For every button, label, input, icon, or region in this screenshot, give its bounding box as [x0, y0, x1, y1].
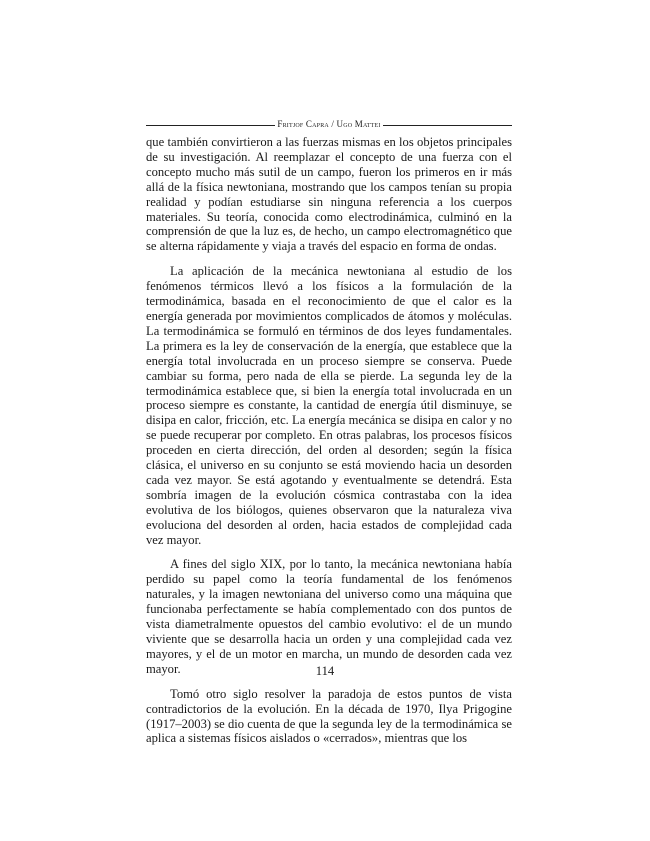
header-rule-right: [383, 125, 512, 126]
paragraph-4: Tomó otro siglo resolver la paradoja de estos puntos de vista contradictorios de la evolución. En la década de 1970, Ilya Prigogine (1917–2003) se dio cuenta de que la segunda ley de la termodinámica se aplica a sistemas físicos aislados o «cerrados», mientras que los: [146, 686, 512, 746]
body-text: [146, 135, 512, 746]
header-rule-left: [146, 125, 275, 126]
paragraph-3: A fines del siglo XIX, por lo tanto, la mecánica newtoniana había perdido su papel como la teoría fundamental de los fenómenos naturales, y la imagen newtoniana del universo como una máquina que funcionaba perfectamente se había complementado con dos puntos de vista diametralmente opuestos del cambio evolutivo: el de un mundo viviente que se desarrolla hacia un orden y una complejidad cada vez mayores, y el de un motor en marcha, un mundo de desorden cada vez mayor.: [146, 557, 512, 676]
paragraph-1: que también convirtieron a las fuerzas mismas en los objetos principales de su investigación. Al reemplazar el concepto de una fuerza con el concepto mucho más sutil de un campo, fueron los primeros en ir más allá de la física newtoniana, mostrando que los campos tenían su propia realidad y podían estudiarse sin ninguna referencia a los cuerpos materiales. Su teoría, conocida como electrodinámica, culminó en la comprensión de que la luz es, de hecho, un campo electromagnético que se alterna rápidamente y viaja a través del espacio en forma de ondas.: [146, 135, 512, 254]
paragraph-2: La aplicación de la mecánica newtoniana al estudio de los fenómenos térmicos llevó a los físicos a la formulación de la termodinámica, basada en el reconocimiento de que el calor es la energía generada por movimientos complicados de átomos y moléculas. La termodinámica se formuló en términos de dos leyes fundamentales. La primera es la ley de conservación de la energía, que establece que la energía total involucrada en un proceso siempre se conserva. Puede cambiar su forma, pero nada de ella se pierde. La segunda ley de la termodinámica establece que, si bien la energía total involucrada en un proceso siempre es constante, la cantidad de energía útil disminuye, se disipa en calor, fricción, etc. La energía mecánica se disipa en calor y no se puede recuperar por completo. En otras palabras, los procesos físicos proceden en cierta dirección, del orden al desorden; según la física clásica, el universo en su conjunto se está moviendo hacia un desorden cada vez mayor. Se está agotando y eventualmente se detendrá. Esta sombría imagen de la evolución cósmica contrastaba con la idea evolutiva de los biólogos, quienes observaron que la naturaleza viva evoluciona del desorden al orden, hacia estados de complejidad cada vez mayor.: [146, 264, 512, 547]
page-number: 114: [315, 664, 335, 678]
running-title: Fritjof Capra / Ugo Mattei: [277, 119, 381, 129]
running-header: [146, 119, 512, 129]
